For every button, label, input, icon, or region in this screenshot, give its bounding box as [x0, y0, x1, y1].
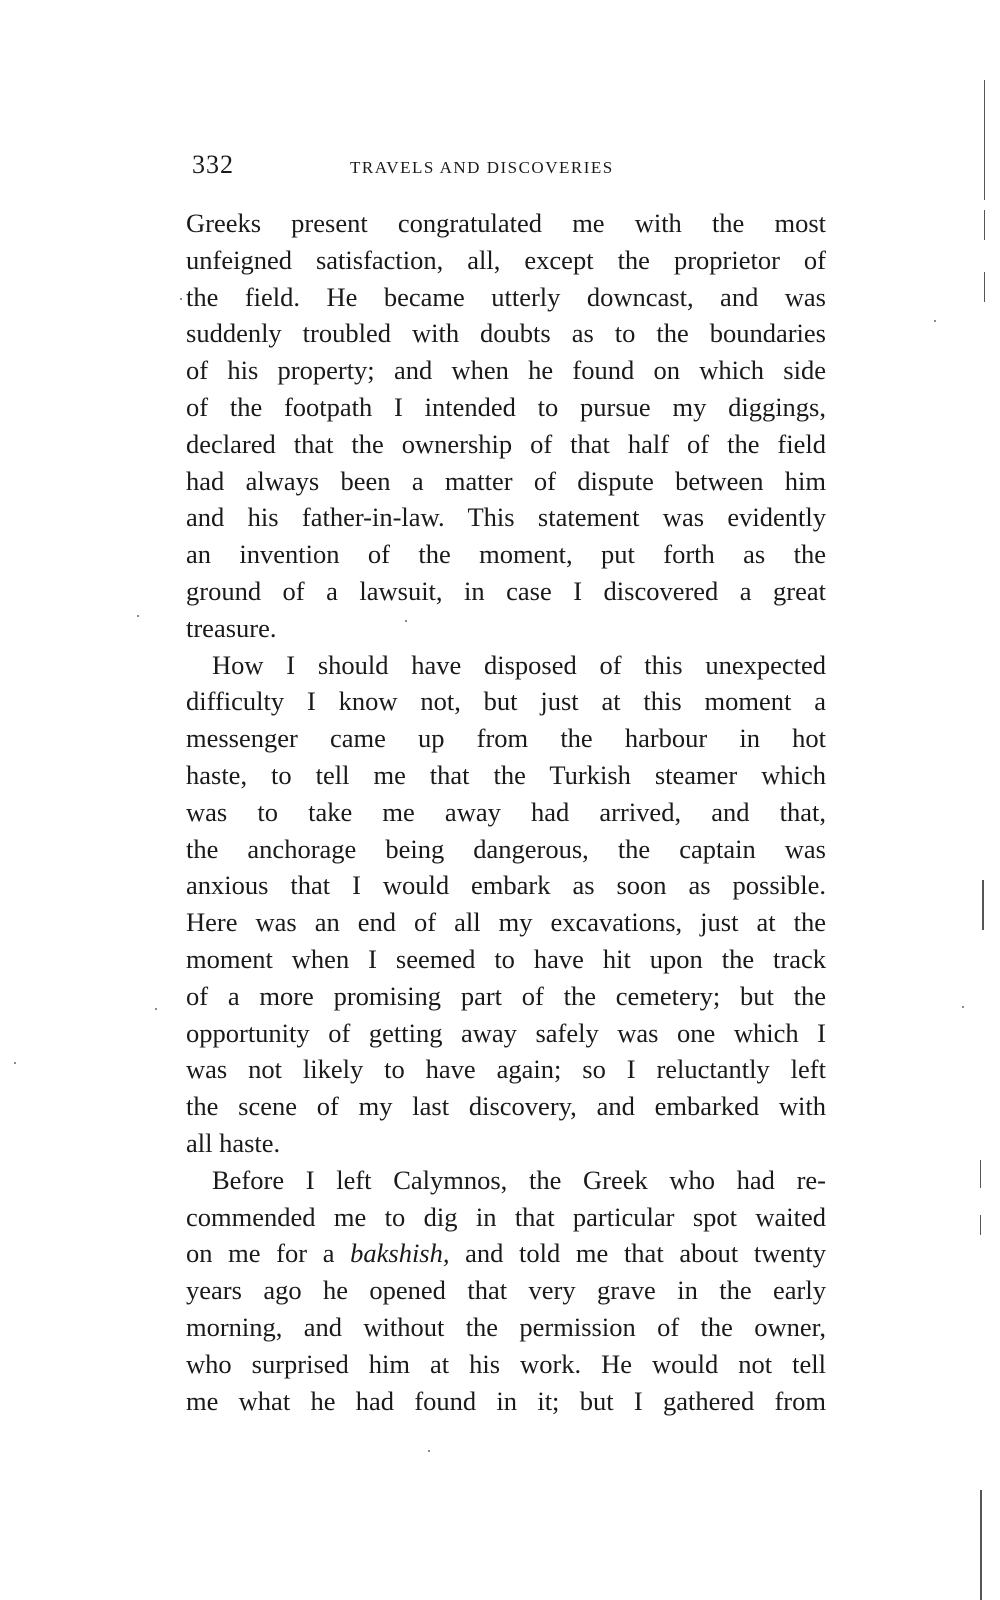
text-line: Here was an end of all my excavations, just at the: [186, 907, 826, 938]
scan-speck: [155, 1008, 157, 1010]
text-line: the scene of my last discovery, and embarked with: [186, 1091, 826, 1122]
scan-edge-mark: [984, 272, 985, 302]
text-line: treasure.: [186, 612, 277, 643]
text-line: had always been a matter of dispute between him: [186, 465, 826, 496]
text-line: Before I left Calymnos, the Greek who had re-: [212, 1164, 826, 1195]
scan-speck: [14, 1062, 16, 1064]
text-line: suddenly troubled with doubts as to the boundaries: [186, 318, 826, 349]
text-segment: on me for a: [186, 1238, 351, 1269]
text-line: of the footpath I intended to pursue my diggings,: [186, 391, 826, 422]
text-line: all haste.: [186, 1127, 281, 1158]
text-line: declared that the ownership of that half of the field: [186, 428, 826, 459]
scan-edge-mark: [980, 1490, 982, 1600]
text-line: Greeks present congratulated me with the most: [186, 208, 826, 238]
text-line: ground of a lawsuit, in case I discovered a great: [186, 575, 826, 606]
text-line-with-italic: [186, 1235, 826, 1272]
scan-speck: [137, 615, 139, 617]
text-line: who surprised him at his work. He would not tell: [186, 1348, 826, 1379]
text-line: moment when I seemed to have hit upon the track: [186, 943, 826, 974]
body-text: [186, 205, 826, 1419]
scan-edge-mark: [984, 80, 985, 200]
text-segment: and told me that about twenty: [449, 1238, 826, 1269]
text-line: the anchorage being dangerous, the captain was: [186, 833, 826, 864]
text-line: haste, to tell me that the Turkish steamer which: [186, 759, 826, 790]
text-line: me what he had found in it; but I gathered from: [186, 1385, 826, 1416]
scan-edge-mark: [980, 1160, 981, 1188]
scan-edge-mark: [982, 880, 984, 930]
text-line: was not likely to have again; so I reluctantly left: [186, 1054, 826, 1085]
running-title: TRAVELS AND DISCOVERIES: [350, 158, 614, 177]
text-line: How I should have disposed of this unexpected: [212, 649, 826, 680]
scan-speck: [180, 298, 182, 300]
text-line: an invention of the moment, put forth as the: [186, 539, 826, 570]
scan-edge-mark: [984, 210, 985, 240]
scan-speck: [962, 1006, 964, 1008]
italic-word: bakshish,: [350, 1238, 450, 1269]
text-line: commended me to dig in that particular spot waited: [186, 1201, 826, 1232]
text-line: the field. He became utterly downcast, and was: [186, 281, 826, 312]
text-line: anxious that I would embark as soon as possible.: [186, 870, 826, 901]
text-line: was to take me away had arrived, and that,: [186, 796, 826, 827]
scan-speck: [405, 620, 407, 622]
text-line: and his father-in-law. This statement was evidently: [186, 502, 826, 533]
text-line: messenger came up from the harbour in hot: [186, 723, 826, 754]
text-line: of his property; and when he found on which side: [186, 355, 826, 386]
scan-edge-mark: [980, 1215, 981, 1235]
text-line: opportunity of getting away safely was one which I: [186, 1017, 826, 1048]
running-head: [192, 150, 832, 190]
text-line: years ago he opened that very grave in the early: [186, 1275, 826, 1306]
text-line: unfeigned satisfaction, all, except the proprietor of: [186, 244, 826, 275]
text-line: difficulty I know not, but just at this moment a: [186, 686, 826, 717]
scan-speck: [934, 320, 936, 322]
text-line: of a more promising part of the cemetery; but the: [186, 980, 826, 1011]
text-line: morning, and without the permission of the owner,: [186, 1311, 826, 1342]
page-number: 332: [192, 150, 234, 179]
scan-speck: [428, 1450, 430, 1452]
